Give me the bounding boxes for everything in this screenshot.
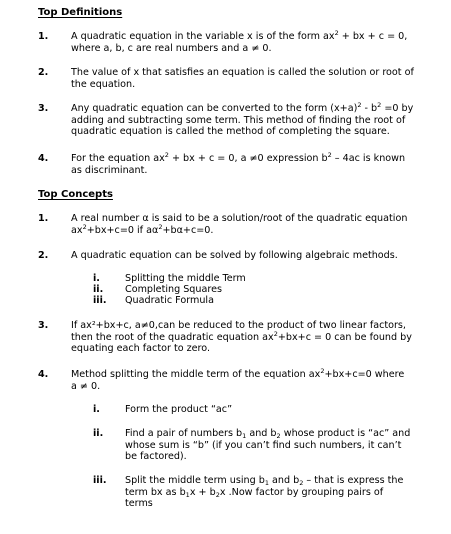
concept-3 bbox=[71, 320, 426, 355]
section-heading-definitions: Top Definitions bbox=[38, 7, 123, 18]
step-roman-1: i. bbox=[93, 404, 100, 415]
method-roman-3: iii. bbox=[93, 295, 107, 306]
concept-4-line-1: Method splitting the middle term of the equation $ax^2+bx+c=0$ where bbox=[71, 367, 405, 380]
method-roman-2: ii. bbox=[93, 284, 104, 295]
concept-2-line-1: A quadratic equation can be solved by following algebraic methods. bbox=[71, 250, 398, 261]
definition-number-1: 1. bbox=[38, 31, 49, 42]
definition-1-line-1: A quadratic equation in the variable x is of the form $ax^2$ + bx + c = 0, bbox=[71, 29, 408, 42]
concept-1 bbox=[71, 213, 426, 236]
step-3-line-1: Split the middle term using $b_1$ and $b_2$ – that is express the bbox=[125, 475, 404, 487]
definition-2-line-2: the equation. bbox=[71, 78, 136, 90]
concept-1-line-1: A real number α is said to be a solution/root of the quadratic equation bbox=[71, 213, 408, 224]
step-3-line-3: terms bbox=[125, 498, 153, 510]
definition-4-line-2: as discriminant. bbox=[71, 164, 148, 176]
concept-4-line-2: a ≠ 0. bbox=[71, 380, 101, 392]
concept-3-line-3: equating each factor to zero. bbox=[71, 343, 211, 355]
method-1: Splitting the middle Term bbox=[125, 273, 246, 284]
concept-1-line-2: $ax^2+bx+c=0$ if $a\alpha^2+b\alpha+c=0$. bbox=[71, 222, 214, 236]
concept-number-2: 2. bbox=[38, 250, 49, 261]
method-roman-1: i. bbox=[93, 273, 100, 284]
concept-3-line-1: If ax²+bx+c, a≠0,can be reduced to the product of two linear factors, bbox=[71, 320, 406, 331]
method-2: Completing Squares bbox=[125, 284, 222, 295]
definition-number-4: 4. bbox=[38, 153, 49, 164]
definition-3-line-3: quadratic equation is called the method of completing the square. bbox=[71, 126, 390, 138]
step-3 bbox=[125, 475, 430, 510]
definition-2-line-1: The value of x that satisfies an equation is called the solution or root of bbox=[71, 67, 414, 78]
definition-number-3: 3. bbox=[38, 103, 49, 114]
step-roman-2: ii. bbox=[93, 428, 104, 439]
step-1: Form the product “ac” bbox=[125, 404, 233, 415]
concept-2 bbox=[71, 250, 426, 262]
step-roman-3: iii. bbox=[93, 475, 107, 486]
section-heading-concepts: Top Concepts bbox=[38, 189, 113, 200]
definition-3 bbox=[71, 103, 426, 138]
definition-3-line-1: Any quadratic equation can be converted to the form $(x+a)^2 - b^2 =0$ by bbox=[71, 101, 414, 114]
concept-3-line-2: then the root of the quadratic equation $ax^2+bx+c = 0$ can be found by bbox=[71, 329, 412, 343]
definition-1 bbox=[71, 31, 426, 54]
concept-number-1: 1. bbox=[38, 213, 49, 224]
definition-number-2: 2. bbox=[38, 67, 49, 78]
definition-4-line-1: For the equation $ax^2$ + bx + c = 0, a ≠0 expression $b^2 - 4ac$ is known bbox=[71, 151, 406, 164]
concept-4 bbox=[71, 369, 426, 392]
definition-2 bbox=[71, 67, 426, 90]
definition-1-line-2: where a, b, c are real numbers and a ≠ 0. bbox=[71, 42, 272, 54]
step-2 bbox=[125, 428, 430, 463]
concept-number-4: 4. bbox=[38, 369, 49, 380]
definition-4 bbox=[71, 153, 426, 176]
step-2-line-3: be factored). bbox=[125, 451, 187, 463]
method-3: Quadratic Formula bbox=[125, 295, 214, 306]
step-2-line-1: Find a pair of numbers $b_1$ and $b_2$ whose product is “ac” and bbox=[125, 428, 411, 440]
definition-3-line-2: adding and subtracting some term. This method of finding the root of bbox=[71, 114, 406, 126]
step-2-line-2: whose sum is “b” (if you can’t find such numbers, it can’t bbox=[125, 439, 402, 451]
step-3-line-2: term bx as $b_1x + b_2x$ .Now factor by grouping pairs of bbox=[125, 486, 384, 499]
concept-number-3: 3. bbox=[38, 320, 49, 331]
